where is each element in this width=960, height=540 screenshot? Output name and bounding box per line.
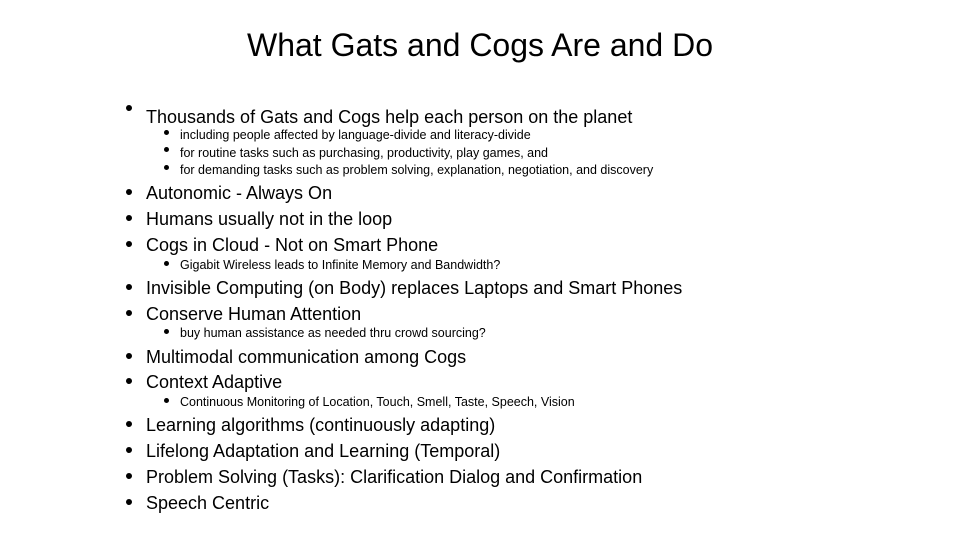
bullet-dot	[126, 189, 132, 195]
bullet-lifelong-adaptation: Lifelong Adaptation and Learning (Temporal)	[146, 441, 501, 461]
sub-bullet-continuous-monitoring: Continuous Monitoring of Location, Touch, Smell, Taste, Speech, Vision	[180, 395, 575, 409]
sub-bullet-dot	[164, 165, 169, 170]
sub-bullet-dot	[164, 130, 169, 135]
slide-title: What Gats and Cogs Are and Do	[246, 27, 714, 63]
bullet-dot	[126, 378, 132, 384]
sub-bullet-language-divide: including people affected by language-divide and literacy-divide	[180, 128, 531, 142]
bullet-dot	[126, 310, 132, 316]
bullet-speech-centric: Speech Centric	[146, 493, 270, 513]
bullet-dot	[126, 447, 132, 453]
sub-bullet-routine-tasks: for routine tasks such as purchasing, productivity, play games, and	[180, 146, 549, 160]
sub-bullet-crowd-sourcing: buy human assistance as needed thru crowd sourcing?	[180, 326, 486, 340]
sub-bullet-dot	[164, 261, 169, 266]
bullet-dot	[126, 215, 132, 221]
bullet-dot	[126, 284, 132, 290]
sub-bullet-dot	[164, 147, 169, 152]
bullet-dot	[126, 499, 132, 505]
sub-bullet-dot	[164, 329, 169, 334]
bullet-dot	[126, 421, 132, 427]
bullet-dot	[126, 241, 132, 247]
bullet-autonomic: Autonomic - Always On	[146, 183, 333, 203]
bullet-dot	[126, 105, 132, 111]
bullet-cogs-in-cloud: Cogs in Cloud - Not on Smart Phone	[146, 235, 439, 255]
bullet-dot	[126, 353, 132, 359]
bullet-invisible-computing: Invisible Computing (on Body) replaces Laptops and Smart Phones	[146, 278, 683, 298]
sub-bullet-demanding-tasks: for demanding tasks such as problem solving, explanation, negotiation, and discovery	[180, 163, 654, 177]
bullet-gats-and-cogs: Thousands of Gats and Cogs help each person on the planet	[146, 107, 633, 127]
sub-bullet-dot	[164, 398, 169, 403]
bullet-problem-solving: Problem Solving (Tasks): Clarification Dialog and Confirmation	[146, 467, 643, 487]
bullet-multimodal: Multimodal communication among Cogs	[146, 347, 467, 367]
bullet-conserve-attention: Conserve Human Attention	[146, 304, 362, 324]
bullet-context-adaptive: Context Adaptive	[146, 372, 283, 392]
bullet-dot	[126, 473, 132, 479]
bullet-learning-algorithms: Learning algorithms (continuously adapting)	[146, 415, 496, 435]
sub-bullet-gigabit-wireless: Gigabit Wireless leads to Infinite Memory and Bandwidth?	[180, 258, 501, 272]
bullet-humans-loop: Humans usually not in the loop	[146, 209, 393, 229]
